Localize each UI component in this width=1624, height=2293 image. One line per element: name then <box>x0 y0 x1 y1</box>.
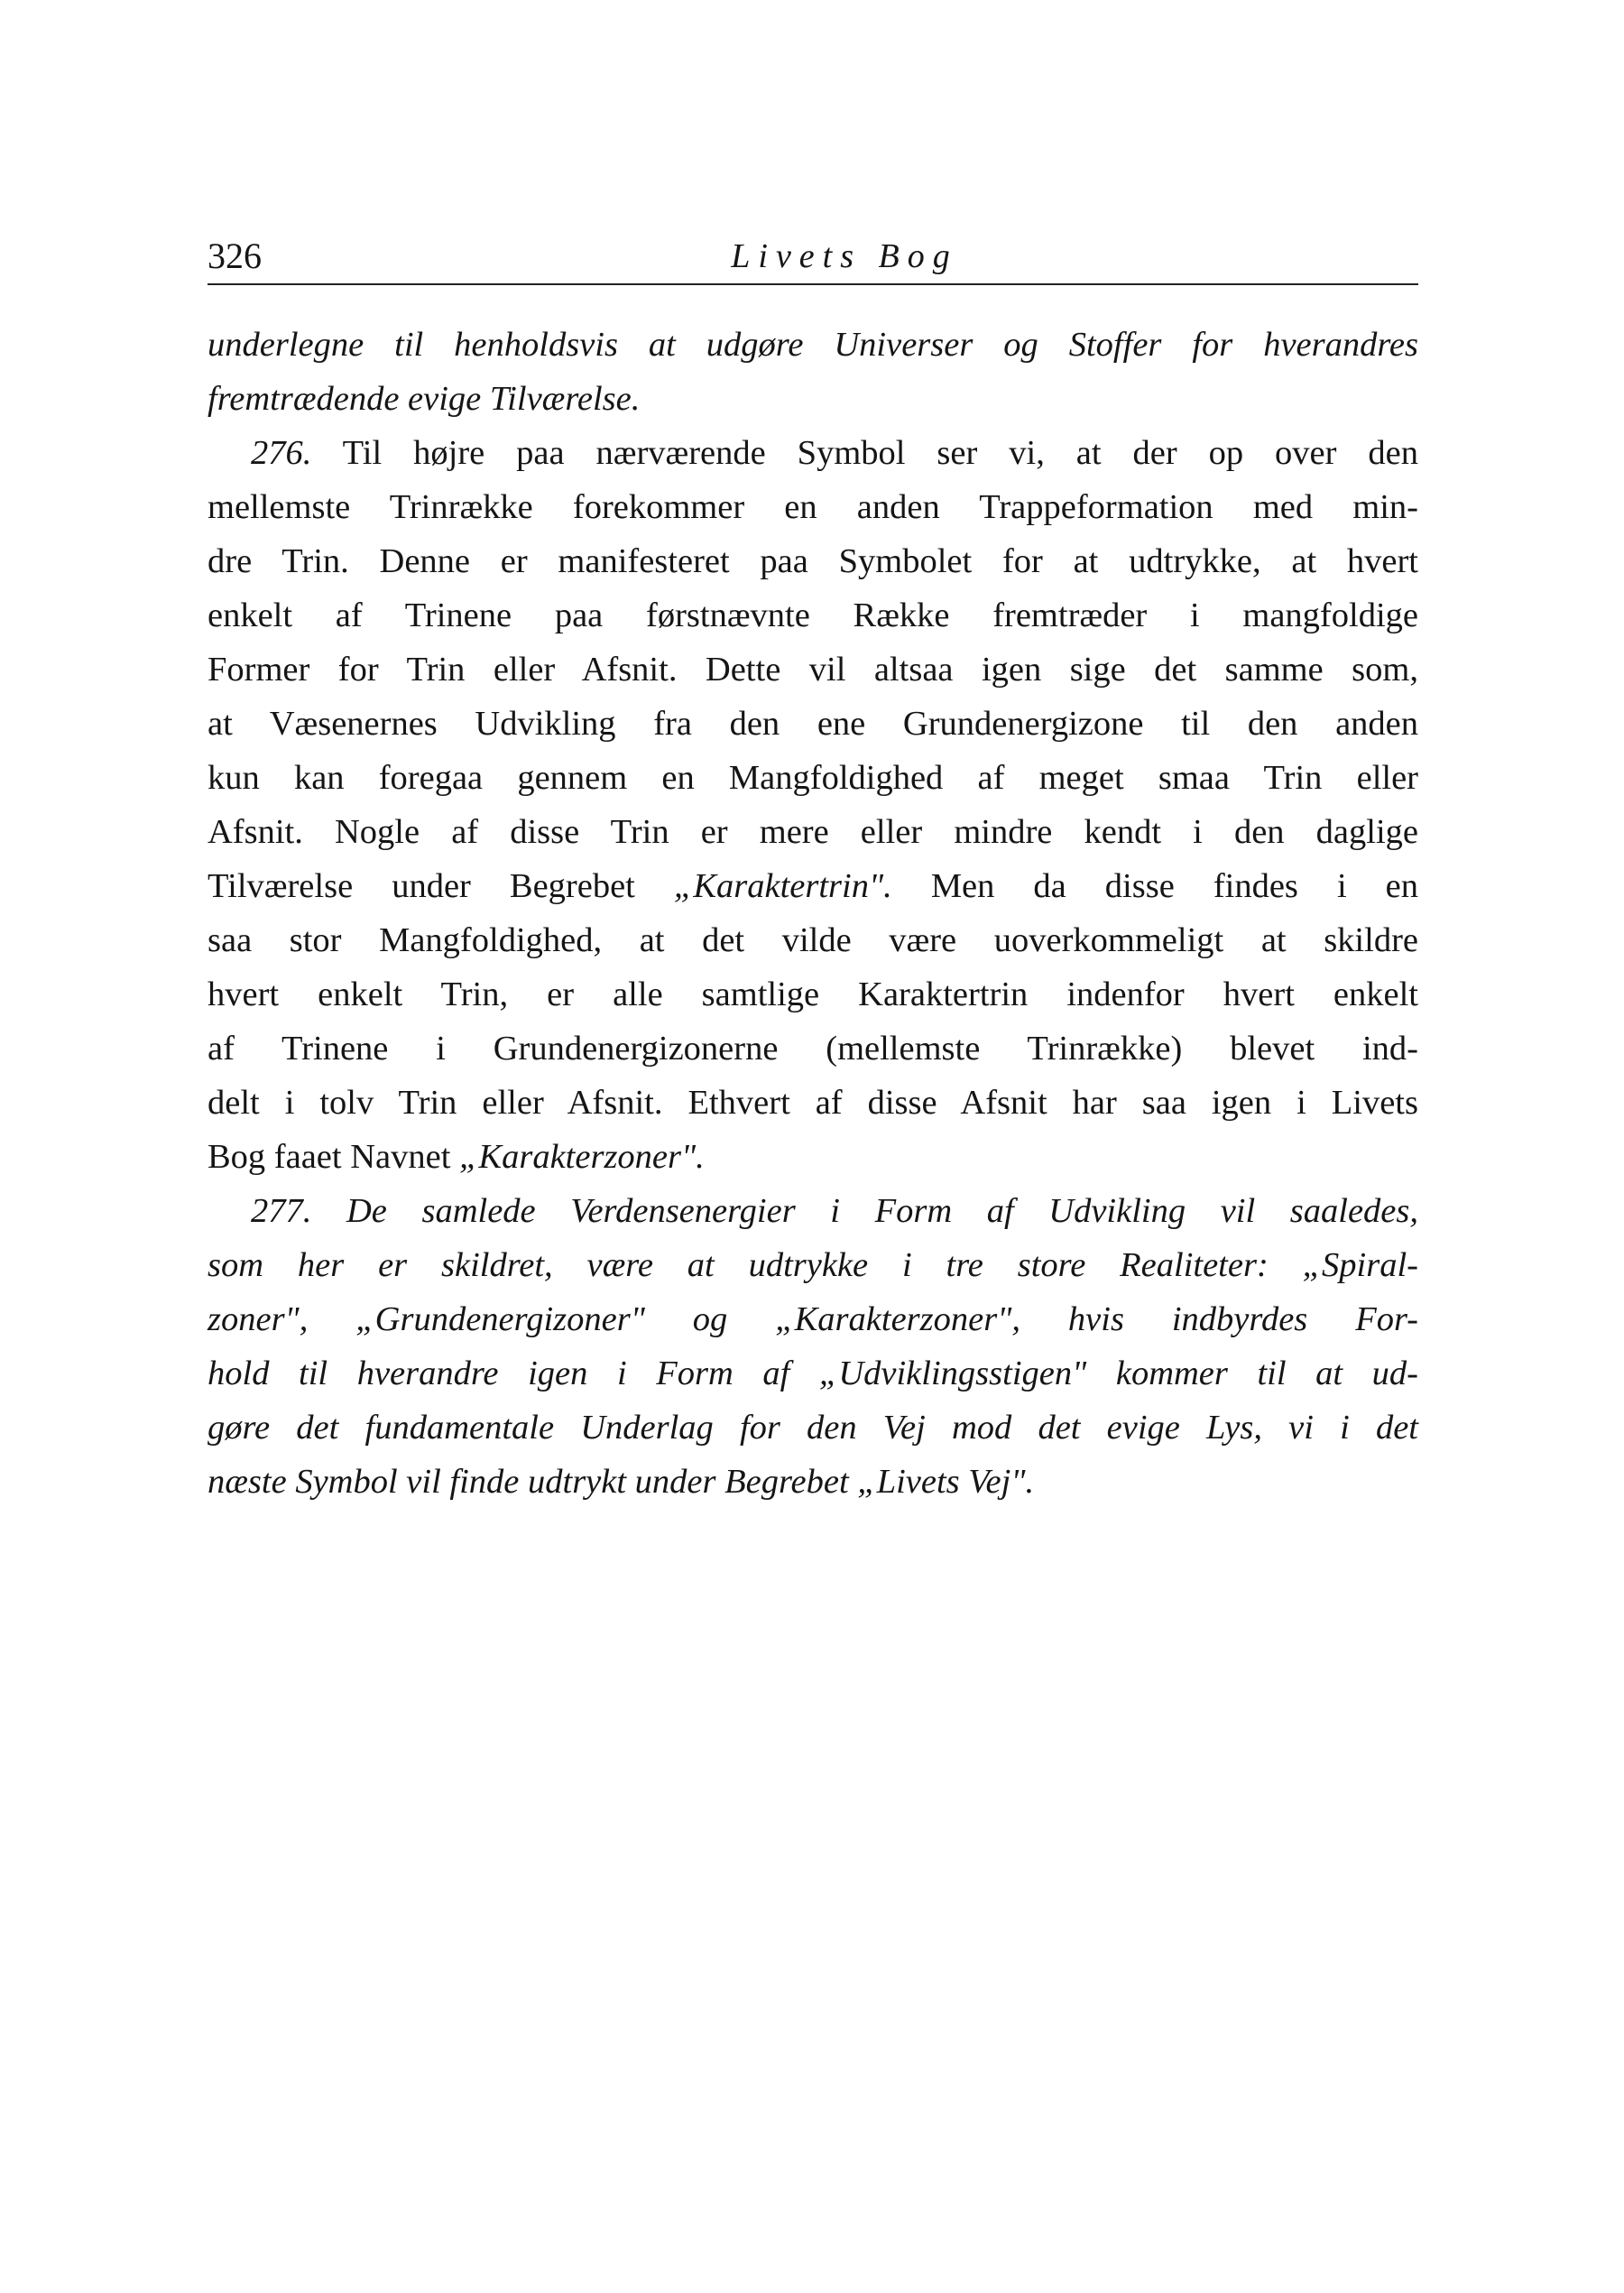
term-karaktertrin: „Karaktertrin". <box>673 867 892 905</box>
paragraph-number: 276. <box>251 434 312 472</box>
text-line: saa stor Mangfoldighed, at det vilde være uoverkommeligt at skildre <box>208 921 1418 959</box>
paragraph-277-first-line: 277. De samlede Verdensenergier i Form af Udvikling vil saaledes, <box>251 1192 1418 1230</box>
text-line: Former for Trin eller Afsnit. Dette vil altsaa igen sige det samme som, <box>208 651 1418 689</box>
text-span: Bog faaet Navnet <box>208 1138 451 1176</box>
text-line-with-term <box>208 859 1418 913</box>
text-span: Tilværelse under Begrebet <box>208 867 635 905</box>
text-line: næste Symbol vil finde udtrykt under Begrebet „Livets Vej". <box>208 1463 1035 1501</box>
text-line: Afsnit. Nogle af disse Trin er mere eller mindre kendt i den daglige <box>208 813 1418 851</box>
text-line: som her er skildret, være at udtrykke i tre store Realiteter: „Spiral- <box>208 1246 1418 1284</box>
running-header <box>208 233 1418 285</box>
paragraph-276-first-line <box>208 426 1418 480</box>
text-line: gøre det fundamentale Underlag for den Vej mod det evige Lys, vi i det <box>208 1409 1418 1447</box>
text-line: dre Trin. Denne er manifesteret paa Symbolet for at udtrykke, at hvert <box>208 542 1418 580</box>
text-line: delt i tolv Trin eller Afsnit. Ethvert af disse Afsnit har saa igen i Livets <box>208 1084 1418 1122</box>
text-span: Til højre paa nærværende Symbol ser vi, at der op over den <box>342 434 1418 472</box>
text-line: fremtrædende evige Tilværelse. <box>208 380 641 418</box>
body-text <box>208 318 1418 1509</box>
text-line: at Væsenernes Udvikling fra den ene Grundenergizone til den anden <box>208 705 1418 743</box>
text-line: hold til hverandre igen i Form af „Udviklingsstigen" kommer til at ud- <box>208 1355 1418 1392</box>
text-line: enkelt af Trinene paa førstnævnte Række fremtræder i mangfoldige <box>208 596 1418 634</box>
text-line: mellemste Trinrække forekommer en anden Trappeformation med min- <box>208 488 1418 526</box>
text-line: underlegne til henholdsvis at udgøre Universer og Stoffer for hverandres <box>208 326 1418 364</box>
text-line: kun kan foregaa gennem en Mangfoldighed af meget smaa Trin eller <box>208 759 1418 797</box>
running-title: Livets Bog <box>731 237 958 275</box>
text-line: af Trinene i Grundenergizonerne (mellemste Trinrække) blevet ind- <box>208 1030 1418 1068</box>
text-span: Men da disse findes i en <box>930 867 1419 905</box>
text-line: zoner", „Grundenergizoner" og „Karakterzoner", hvis indbyrdes For- <box>208 1300 1418 1338</box>
page-number: 326 <box>208 236 262 276</box>
text-line-with-term <box>208 1130 1418 1184</box>
text-line: hvert enkelt Trin, er alle samtlige Karaktertrin indenfor hvert enkelt <box>208 975 1418 1013</box>
term-karakterzoner: „Karakterzoner". <box>459 1138 705 1176</box>
